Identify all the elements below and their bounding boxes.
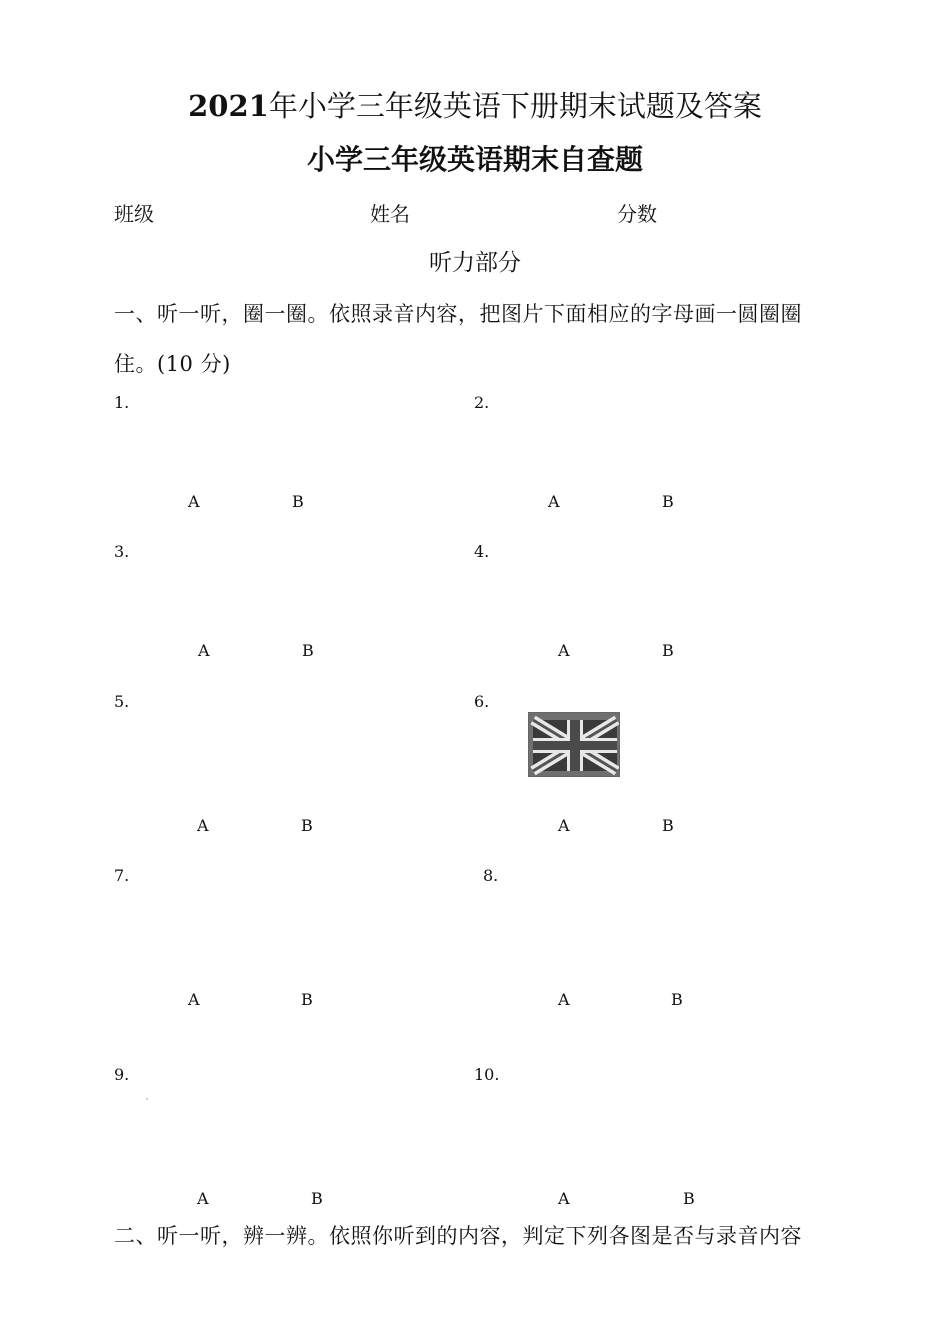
option-a[interactable]: A [198, 641, 210, 660]
part2-instruction-line1: 二、听一听，辨一辨。依照你听到的内容，判定下列各图是否与录音内容 [114, 1224, 802, 1248]
question-number: 6. [474, 692, 490, 711]
uk-flag-icon [529, 713, 620, 777]
section-title: 听力部分 [429, 250, 521, 276]
option-a[interactable]: A [197, 816, 209, 835]
option-b[interactable]: B [683, 1189, 695, 1208]
document-subtitle: 小学三年级英语期末自查题 [306, 143, 643, 176]
option-b[interactable]: B [671, 990, 683, 1009]
question-number: 5. [114, 692, 130, 711]
option-a[interactable]: A [558, 816, 570, 835]
option-b[interactable]: B [662, 492, 674, 511]
score-label: 分数 [617, 202, 657, 226]
question-number: 7. [114, 866, 130, 885]
option-b[interactable]: B [292, 492, 304, 511]
option-a[interactable]: A [558, 1189, 570, 1208]
option-a[interactable]: A [548, 492, 560, 511]
image-speck [146, 1098, 148, 1100]
part1-instruction-line1: 一、听一听，圈一圈。依照录音内容，把图片下面相应的字母画一圆圈圈 [114, 302, 802, 326]
option-a[interactable]: A [558, 990, 570, 1009]
part1-instruction-line2: 住。(10 分) [114, 352, 231, 376]
question-number: 8. [483, 866, 499, 885]
option-a[interactable]: A [558, 641, 570, 660]
option-b[interactable]: B [662, 641, 674, 660]
question-number: 10. [474, 1065, 500, 1084]
title-text: 年小学三年级英语下册期末试题及答案 [268, 89, 762, 123]
question-number: 4. [474, 542, 490, 561]
option-a[interactable]: A [188, 990, 200, 1009]
option-b[interactable]: B [311, 1189, 323, 1208]
document-title [0, 84, 950, 125]
option-b[interactable]: B [302, 641, 314, 660]
question-number: 1. [114, 393, 130, 412]
option-b[interactable]: B [301, 990, 313, 1009]
uk-flag-image [528, 712, 620, 777]
option-a[interactable]: A [197, 1189, 209, 1208]
question-number: 2. [474, 393, 490, 412]
option-a[interactable]: A [188, 492, 200, 511]
question-number: 3. [114, 542, 130, 561]
class-label: 班级 [114, 202, 154, 226]
option-b[interactable]: B [662, 816, 674, 835]
option-b[interactable]: B [301, 816, 313, 835]
name-label: 姓名 [370, 202, 410, 226]
title-year: 2021 [188, 89, 269, 123]
question-number: 9. [114, 1065, 130, 1084]
